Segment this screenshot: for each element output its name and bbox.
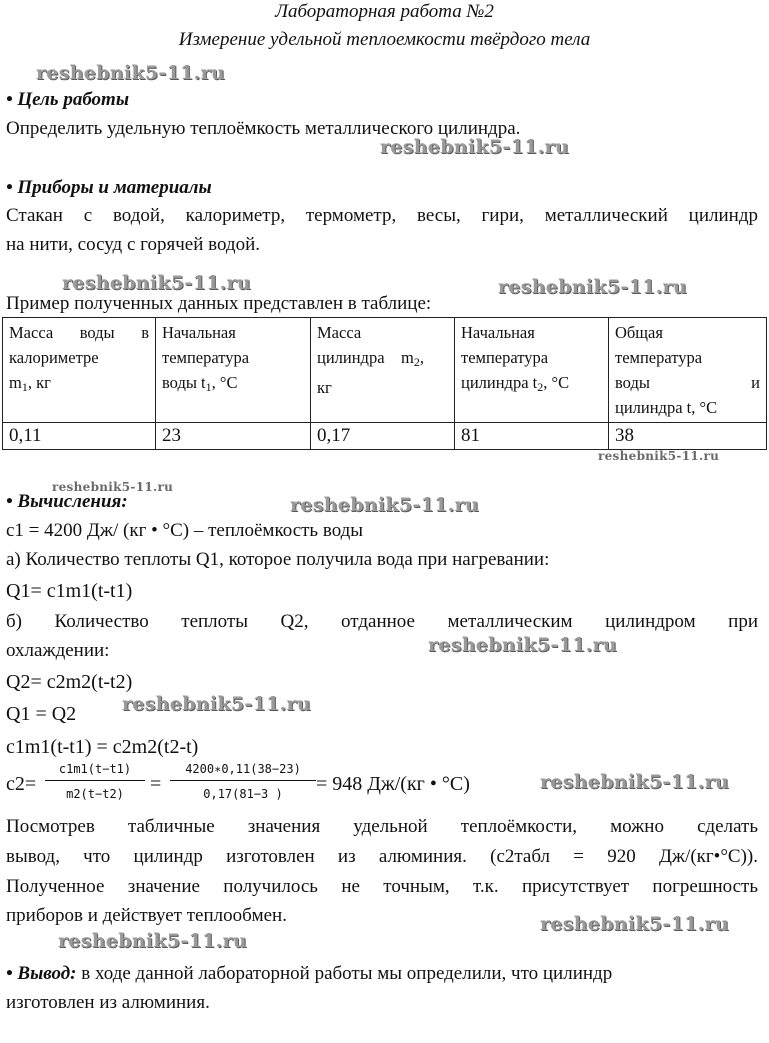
page-title: Лабораторная работа №2: [275, 1, 494, 22]
watermark: reshebnik5-11.ru: [62, 272, 251, 294]
data-table: [2, 317, 767, 450]
fraction-2-numerator: 4200∗0,11(38−23): [185, 762, 301, 776]
watermark: reshebnik5-11.ru: [122, 693, 311, 715]
watermark: reshebnik5-11.ru: [540, 771, 729, 793]
watermark: reshebnik5-11.ru: [380, 136, 569, 158]
conclusion-line-3: Полученное значение получилось не точным, т.к. присутствует погрешность: [6, 876, 758, 897]
formula-balance-eq: Q1 = Q2: [6, 703, 77, 725]
header-cell-cylinder-temp: Начальная температура цилиндра $t_2$, °C: [455, 318, 609, 423]
result-text: в ходе данной лабораторной работы мы определили, что цилиндр: [76, 963, 613, 984]
c2-label: c2=: [6, 773, 37, 795]
header-cell-cylinder-mass: Масса цилиндра $m_2$, кг: [311, 318, 455, 423]
result-heading: • Вывод:: [6, 963, 77, 984]
fraction-1-numerator: c1m1(t−t1): [58, 762, 132, 776]
formula-q2: Q2= c2m2(t-t2): [6, 671, 133, 693]
table-header-row: [3, 318, 767, 423]
result-line-2: изготовлен из алюминия.: [6, 992, 210, 1013]
result-line-1: [6, 962, 758, 986]
formula-q1: Q1= c1m1(t-t1): [6, 580, 133, 602]
watermark: reshebnik5-11.ru: [598, 449, 720, 463]
c1-definition: c1 = 4200 Дж/ (кг • °C) – теплоёмкость воды: [6, 520, 364, 541]
conclusion-line-1: Посмотрев табличные значения удельной теплоёмкости, можно сделать: [6, 816, 758, 837]
header-cell-water-mass: Масса воды в калориметре $m_1$, кг: [3, 318, 156, 423]
fraction-1-denominator: m2(t−t2): [66, 787, 124, 801]
equipment-line-1: Стакан с водой, калориметр, термометр, весы, гири, металлический цилиндр: [6, 205, 758, 226]
table-intro: Пример полученных данных представлен в таблице:: [6, 293, 432, 314]
watermark: reshebnik5-11.ru: [498, 276, 687, 298]
conclusion-line-2: вывод, что цилиндр изготовлен из алюминия. (с2табл = 920 Дж/(кг•°C)).: [6, 846, 758, 867]
watermark: reshebnik5-11.ru: [290, 494, 479, 516]
fraction-2-bar: [170, 780, 316, 781]
formula-heat-balance: c1m1(t-t1) = c2m2(t2-t): [6, 736, 199, 758]
c2-result: = 948 Дж/(кг • °C): [316, 773, 470, 795]
goal-text: Определить удельную теплоёмкость металлического цилиндра.: [6, 118, 521, 139]
value-cell: 38: [609, 423, 767, 450]
value-cell: 0,17: [311, 423, 455, 450]
calc-b-line-1: б) Количество теплоты Q2, отданное металлическим цилиндром при: [6, 611, 758, 632]
equals-sign: =: [150, 773, 162, 795]
value-cell: 23: [156, 423, 311, 450]
calc-a-text: а) Количество теплоты Q1, которое получила вода при нагревании:: [6, 549, 550, 570]
table-row: [3, 423, 767, 450]
calc-heading: • Вычисления:: [6, 491, 128, 512]
goal-heading: • Цель работы: [6, 89, 130, 110]
watermark: reshebnik5-11.ru: [58, 930, 247, 952]
value-cell: 0,11: [3, 423, 156, 450]
fraction-2-denominator: 0,17(81−3 ): [203, 787, 283, 801]
fraction-1-bar: [45, 780, 145, 781]
value-cell: 81: [455, 423, 609, 450]
watermark: reshebnik5-11.ru: [428, 634, 617, 656]
watermark: reshebnik5-11.ru: [540, 913, 729, 935]
calc-b-line-2: охлаждении:: [6, 640, 110, 661]
header-cell-total-temp: Общая температура воды и цилиндра t, °C: [609, 318, 767, 423]
conclusion-line-4: приборов и действует теплообмен.: [6, 905, 287, 926]
watermark: reshebnik5-11.ru: [36, 62, 225, 84]
watermark: reshebnik5-11.ru: [52, 480, 174, 494]
equipment-heading: • Приборы и материалы: [6, 177, 212, 198]
equipment-line-2: на нити, сосуд с горячей водой.: [6, 234, 260, 255]
page-subtitle: Измерение удельной теплоемкости твёрдого тела: [178, 29, 591, 50]
header-cell-water-temp: Начальная температура воды $t_1$, °C: [156, 318, 311, 423]
